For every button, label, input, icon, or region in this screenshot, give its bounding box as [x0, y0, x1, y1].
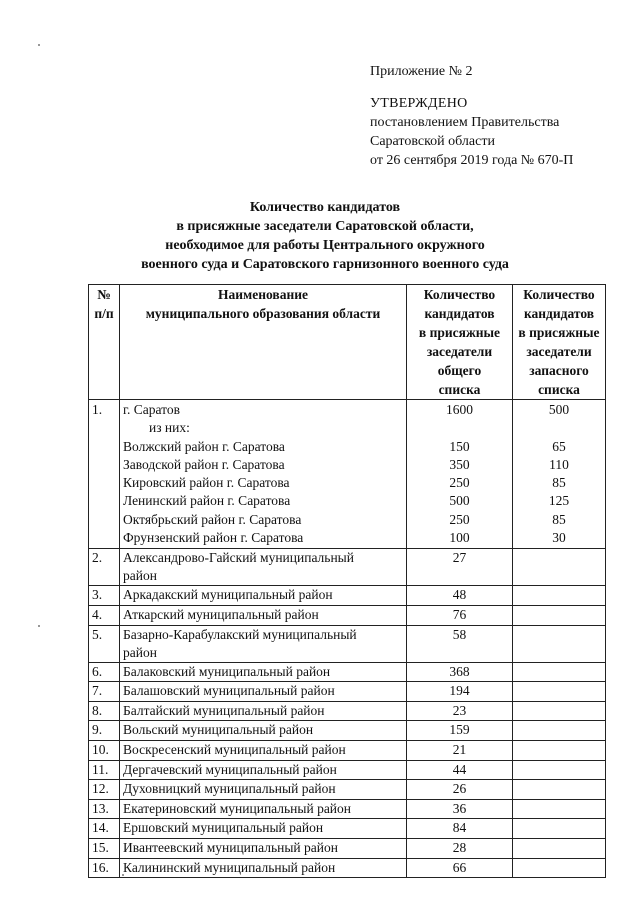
row-reserve-count	[513, 605, 606, 625]
header-municipality: Наименование муниципального образования области	[120, 285, 407, 400]
district-name: Фрунзенский район г. Саратова	[123, 530, 304, 546]
municipality-name: Балашовский муниципальный район	[123, 683, 335, 699]
scan-speck	[38, 44, 40, 46]
municipality-name: Воскресенский муниципальный район	[123, 741, 346, 757]
table-row	[89, 780, 606, 800]
candidates-table	[88, 284, 606, 878]
row-general-count: 84	[407, 819, 513, 839]
row-reserve-count	[513, 740, 606, 760]
row-number: 5.	[89, 625, 120, 662]
title-line-4: военного суда и Саратовского гарнизонного военного суда	[141, 257, 509, 272]
row-reserve-count	[513, 799, 606, 819]
district-reserve-count: 65	[552, 438, 566, 454]
table-row	[89, 799, 606, 819]
municipality-name: Екатериновский муниципальный район	[123, 800, 352, 816]
municipality-name: Вольский муниципальный район	[123, 722, 314, 738]
scan-speck	[38, 625, 40, 627]
municipality-name: Александрово-Гайский муниципальный	[123, 550, 354, 566]
district-reserve-count: 110	[549, 456, 569, 472]
row-municipality	[120, 799, 407, 819]
row-municipality	[120, 838, 407, 858]
district-name: Волжский район г. Саратова	[123, 438, 285, 454]
row-number: 12.	[89, 780, 120, 800]
district-general-count: 250	[449, 511, 470, 527]
table-row	[89, 625, 606, 662]
row-general-count: 23	[407, 701, 513, 721]
row-municipality	[120, 858, 407, 878]
table-row	[89, 740, 606, 760]
table-row	[89, 721, 606, 741]
district-general-count: 150	[449, 438, 470, 454]
municipality-name: Ершовский муниципальный район	[123, 820, 324, 836]
table-row	[89, 858, 606, 878]
city-name: г. Саратов	[123, 402, 180, 417]
row-reserve-count	[513, 625, 606, 662]
row-reserve-count	[513, 760, 606, 780]
row-general-count: 58	[407, 625, 513, 662]
row-general-count: 194	[407, 682, 513, 702]
municipality-name-continued: район	[123, 568, 157, 584]
header-number: № п/п	[89, 285, 120, 400]
row-reserve-count	[513, 701, 606, 721]
municipality-name: Аткарский муниципальный район	[123, 606, 319, 622]
title-line-3: необходимое для работы Центрального окружного	[165, 238, 485, 253]
table-row	[89, 586, 606, 606]
row-reserve-count	[513, 780, 606, 800]
row-number: 14.	[89, 819, 120, 839]
row-municipality	[120, 701, 407, 721]
row-general-count: 27	[407, 549, 513, 586]
row-reserve-count	[513, 838, 606, 858]
district-name: Заводской район г. Саратова	[123, 456, 285, 472]
header-general-list: Количество кандидатов в присяжные заседатели общего списка	[407, 285, 513, 400]
document-title	[80, 198, 570, 274]
row-municipality	[120, 740, 407, 760]
row-number: 16.	[89, 858, 120, 878]
row-number: 15.	[89, 838, 120, 858]
approved-date: от 26 сентября 2019 года № 670-П	[370, 153, 574, 168]
district-general-count: 350	[449, 456, 470, 472]
approved-by-line-1: постановлением Правительства	[370, 115, 560, 130]
row-general-count: 66	[407, 858, 513, 878]
district-name: Октябрьский район г. Саратова	[123, 511, 302, 527]
municipality-name: Духовницкий муниципальный район	[123, 781, 336, 797]
title-line-2: в присяжные заседатели Саратовской области,	[176, 219, 474, 234]
municipality-name: Аркадакский муниципальный район	[123, 587, 333, 603]
row-municipality	[120, 662, 407, 682]
table-row	[89, 701, 606, 721]
district-name: Ленинский район г. Саратова	[123, 493, 291, 509]
row-number: 6.	[89, 662, 120, 682]
row-number: 2.	[89, 549, 120, 586]
row-reserve-count	[513, 586, 606, 606]
row-municipality	[120, 780, 407, 800]
row-number: 10.	[89, 740, 120, 760]
row-municipality	[120, 819, 407, 839]
table-row-saratov	[89, 400, 606, 549]
row-general-count: 28	[407, 838, 513, 858]
row-municipality	[120, 400, 407, 549]
row-general-count: 159	[407, 721, 513, 741]
row-reserve-count	[513, 682, 606, 702]
city-reserve-count: 500	[548, 402, 570, 417]
row-municipality	[120, 682, 407, 702]
city-general-count: 1600	[446, 402, 473, 417]
row-municipality	[120, 605, 407, 625]
row-reserve-count	[513, 662, 606, 682]
municipality-name: Ивантеевский муниципальный район	[123, 839, 338, 855]
row-municipality	[120, 625, 407, 662]
municipality-name-continued: район	[123, 644, 157, 660]
scan-speck	[122, 874, 124, 876]
municipality-name: Базарно-Карабулакский муниципальный	[123, 626, 357, 642]
approved-by-line-2: Саратовской области	[370, 134, 495, 149]
row-general-count: 21	[407, 740, 513, 760]
title-line-1: Количество кандидатов	[249, 200, 401, 215]
row-general-count: 76	[407, 605, 513, 625]
approved-label: УТВЕРЖДЕНО	[370, 96, 468, 111]
row-general-count: 368	[407, 662, 513, 682]
header-reserve-list: Количество кандидатов в присяжные заседатели запасного списка	[513, 285, 606, 400]
municipality-name: Дергачевский муниципальный район	[123, 761, 337, 777]
row-number: 9.	[89, 721, 120, 741]
row-reserve-count	[513, 549, 606, 586]
row-reserve-count	[513, 721, 606, 741]
table-row	[89, 662, 606, 682]
row-municipality	[120, 760, 407, 780]
row-municipality	[120, 586, 407, 606]
district-general-count: 100	[449, 530, 470, 546]
row-reserve-count	[513, 400, 606, 549]
district-name: Кировский район г. Саратова	[123, 475, 290, 491]
district-reserve-count: 85	[552, 475, 566, 491]
table-row	[89, 760, 606, 780]
municipality-name: Калининский муниципальный район	[123, 859, 336, 875]
table-row	[89, 682, 606, 702]
row-general-count	[407, 400, 513, 549]
district-reserve-count: 30	[552, 530, 566, 546]
row-number: 3.	[89, 586, 120, 606]
row-municipality	[120, 549, 407, 586]
row-number: 11.	[89, 760, 120, 780]
row-municipality	[120, 721, 407, 741]
appendix-label: Приложение № 2	[370, 64, 473, 79]
municipality-name: Балтайский муниципальный район	[123, 702, 325, 718]
district-general-count: 500	[449, 493, 470, 509]
approval-block	[370, 94, 573, 170]
row-number: 7.	[89, 682, 120, 702]
row-general-count: 26	[407, 780, 513, 800]
row-number: 1.	[89, 400, 120, 549]
row-number: 4.	[89, 605, 120, 625]
row-general-count: 36	[407, 799, 513, 819]
row-reserve-count	[513, 858, 606, 878]
city-subhead: из них:	[149, 420, 190, 436]
municipality-name: Балаковский муниципальный район	[123, 663, 331, 679]
table-row	[89, 819, 606, 839]
row-general-count: 48	[407, 586, 513, 606]
table-row	[89, 605, 606, 625]
row-general-count: 44	[407, 760, 513, 780]
table-header-row	[89, 285, 606, 400]
table-row	[89, 838, 606, 858]
district-general-count: 250	[449, 475, 470, 491]
row-number: 8.	[89, 701, 120, 721]
row-reserve-count	[513, 819, 606, 839]
district-reserve-count: 85	[552, 511, 566, 527]
row-number: 13.	[89, 799, 120, 819]
district-reserve-count: 125	[548, 493, 570, 509]
table-row	[89, 549, 606, 586]
